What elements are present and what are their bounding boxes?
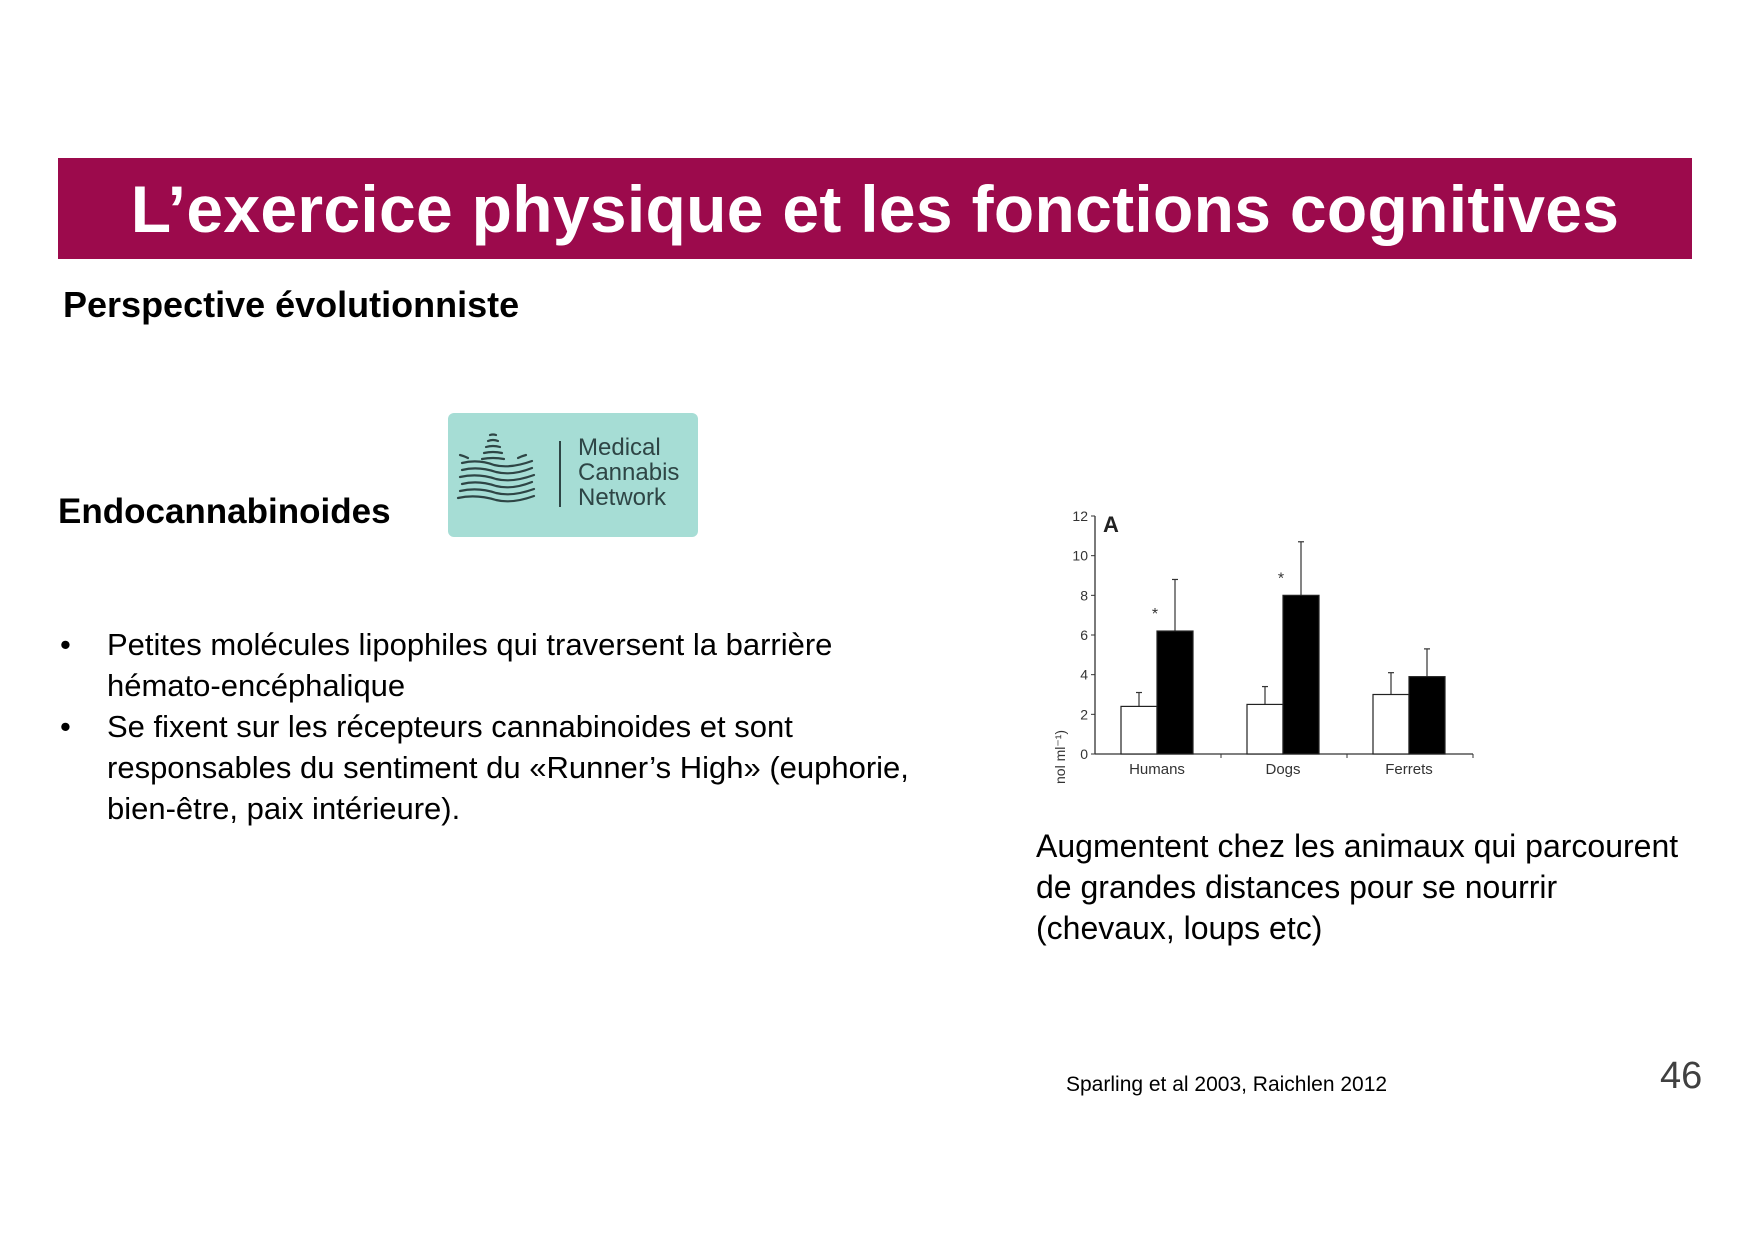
bullet-list [60, 624, 940, 829]
cannabis-leaf-icon [448, 413, 548, 537]
bullet-icon: • [60, 627, 71, 662]
bar-rest [1247, 704, 1283, 754]
page-number: 46 [1660, 1055, 1703, 1097]
y-tick-label: 0 [1080, 746, 1088, 762]
endocannabinoid-bar-chart [1050, 500, 1490, 800]
significance-marker: * [1277, 570, 1285, 588]
y-tick-label: 4 [1080, 666, 1088, 683]
y-tick-label: 8 [1080, 587, 1088, 604]
slide-subtitle: Perspective évolutionniste [63, 284, 520, 325]
y-tick-label: 6 [1080, 627, 1088, 643]
bar-exercise [1283, 595, 1319, 754]
chart-caption: Augmentent chez les animaux qui parcourent de grandes distances pour se nourrir (chevaux, loups etc) [1036, 828, 1679, 946]
panel-label: A [1103, 512, 1119, 537]
bullet-icon: • [60, 709, 71, 744]
x-tick-label: Humans [1129, 761, 1185, 778]
y-tick-label: 12 [1072, 508, 1088, 524]
x-tick-label: Dogs [1265, 761, 1301, 778]
bar-rest [1373, 695, 1409, 755]
logo-text: Medical Cannabis Network [578, 434, 680, 511]
significance-marker: * [1151, 606, 1159, 624]
slide-title: L’exercice physique et les fonctions cognitives [130, 171, 1620, 246]
y-tick-label: 10 [1072, 547, 1088, 564]
title-bar [58, 158, 1692, 259]
bar-exercise [1157, 631, 1193, 754]
logo-divider [559, 441, 561, 507]
bullet-item: • Se fixent sur les récepteurs cannabinoides et sont responsables du sentiment du «Runner’s High» (euphorie, bien-être, paix intérieure). [60, 706, 940, 829]
bar-exercise [1409, 677, 1445, 754]
section-label: Endocannabinoides [58, 492, 391, 531]
y-tick-label: 2 [1080, 706, 1088, 723]
citation: Sparling et al 2003, Raichlen 2012 [1066, 1073, 1388, 1096]
bar-rest [1121, 706, 1157, 754]
x-tick-label: Ferrets [1385, 761, 1433, 778]
bullet-item: • Petites molécules lipophiles qui traversent la barrière hémato-encéphalique [60, 624, 940, 706]
medical-cannabis-network-logo [448, 413, 698, 537]
y-axis-label: nol ml⁻¹) [1052, 729, 1068, 784]
